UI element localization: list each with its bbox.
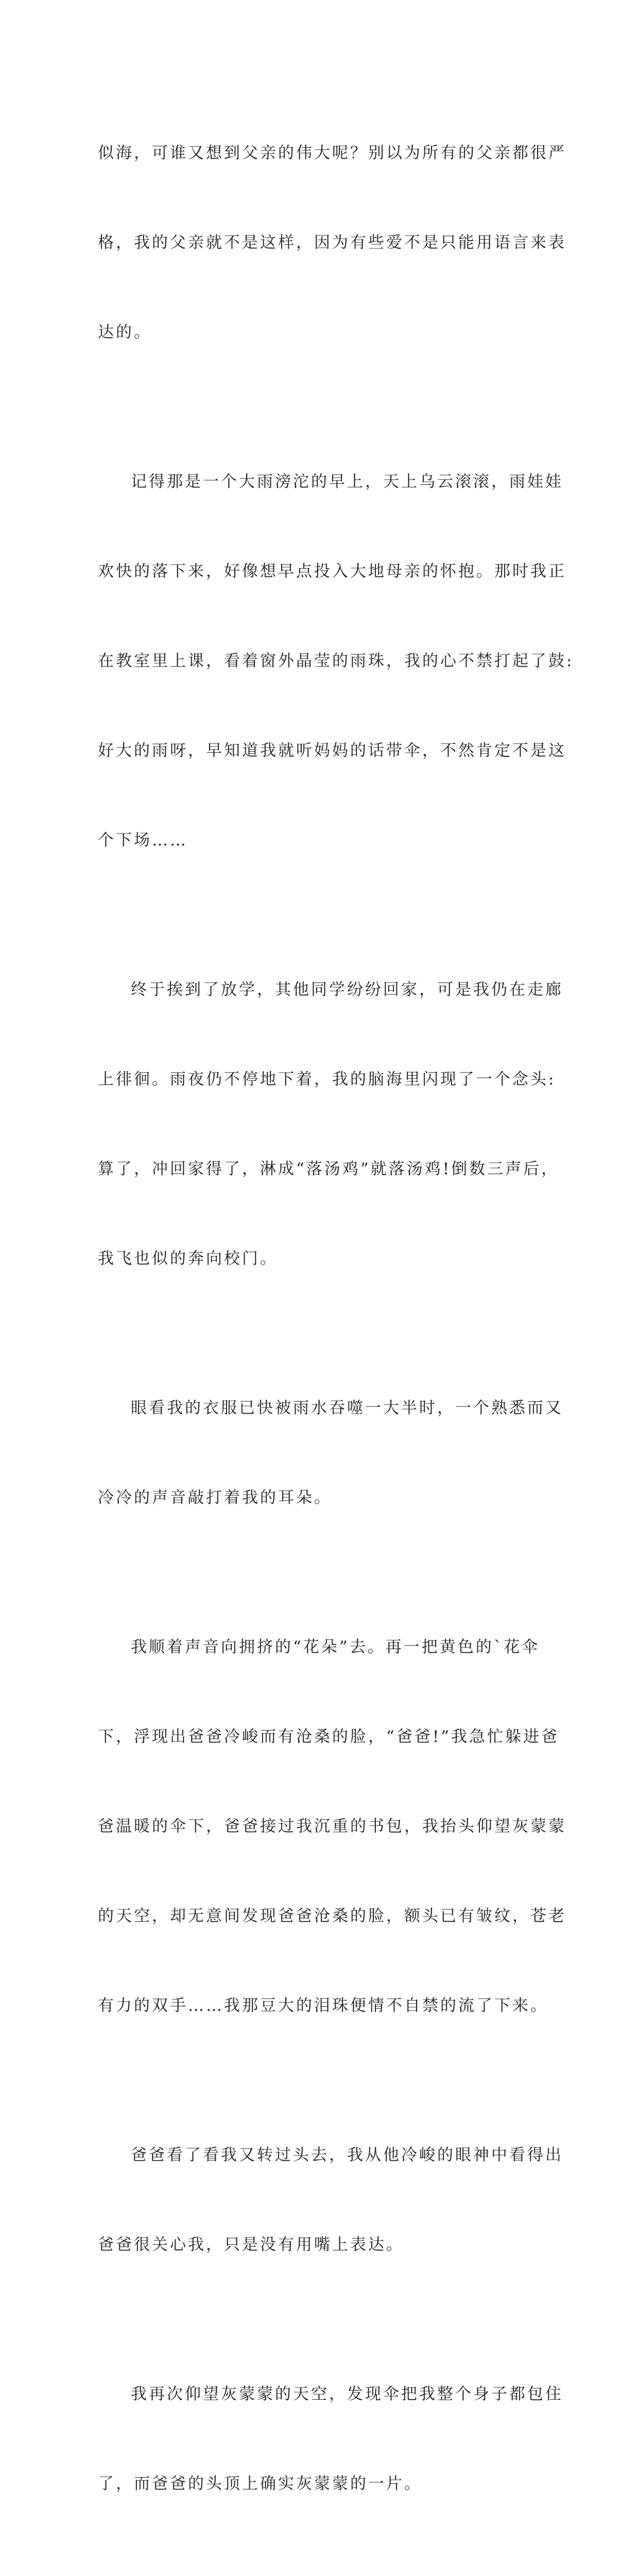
text-line: 格，我的父亲就不是这样，因为有些爱不是只能用语言来表	[98, 233, 566, 252]
text-line: 冷冷的声音敲打着我的耳朵。	[98, 1488, 332, 1507]
text-line: 有力的双手……我那豆大的泪珠便情不自禁的流了下来。	[98, 1996, 548, 2015]
text-line: 爸温暖的伞下，爸爸接过我沉重的书包，我抬头仰望灰蒙蒙	[98, 1817, 566, 1836]
text-line: 欢快的落下来，好像想早点投入大地母亲的怀抱。那时我正	[98, 562, 566, 581]
paragraph-2	[98, 407, 574, 915]
paragraph-8	[98, 2558, 546, 2576]
text-line: 达的。	[98, 323, 152, 342]
text-line: 了，而爸爸的头顶上确实灰蒙蒙的一片。	[98, 2475, 422, 2493]
text-line: 我再次仰望灰蒙蒙的天空，发现伞把我整个身子都包住	[131, 2385, 563, 2403]
text-line: 算了，冲回家得了，淋成“落汤鸡”就落汤鸡!倒数三声后，	[98, 1160, 560, 1178]
paragraph-4	[98, 1333, 563, 1572]
paragraph-6	[98, 2080, 563, 2319]
paragraph-3	[98, 915, 563, 1333]
text-line: 的天空，却无意间发现爸爸沧桑的脸，额头已有皱纹，苍老	[98, 1907, 566, 1925]
text-line: 上徘徊。雨夜仍不停地下着，我的脑海里闪现了一个念头:	[98, 1070, 556, 1089]
text-line: 终于挨到了放学，其他同学纷纷回家，可是我仍在走廊	[131, 980, 563, 999]
paragraph-5	[98, 1572, 566, 2080]
document-body	[98, 78, 574, 2576]
text-line: 下，浮现出爸爸冷峻而有沧桑的脸，“爸爸!”我急忙躲进爸	[98, 1727, 560, 1746]
text-line: 好大的雨呀，早知道我就听妈妈的话带伞，不然肯定不是这	[98, 741, 566, 760]
text-line: 我飞也似的奔向校门。	[98, 1249, 278, 1268]
text-line: 似海，可谁又想到父亲的伟大呢？别以为所有的父亲都很严	[98, 144, 566, 162]
paragraph-7	[98, 2319, 563, 2558]
text-line: 爸爸看了看我又转过头去，我从他冷峻的眼神中看得出	[131, 2146, 563, 2164]
paragraph-1	[98, 78, 566, 407]
text-line: 记得那是一个大雨滂沱的早上，天上乌云滚滚，雨娃娃	[131, 472, 563, 491]
text-line: 眼看我的衣服已快被雨水吞噬一大半时，一个熟悉而又	[131, 1399, 563, 1417]
text-line: 在教室里上课，看着窗外晶莹的雨珠，我的心不禁打起了鼓:	[98, 652, 574, 670]
text-line: 爸爸很关心我，只是没有用嘴上表达。	[98, 2235, 404, 2254]
text-line: 我顺着声音向拥挤的“花朵”去。再一把黄色的`花伞	[131, 1638, 540, 1656]
text-line: 个下场……	[98, 831, 188, 850]
